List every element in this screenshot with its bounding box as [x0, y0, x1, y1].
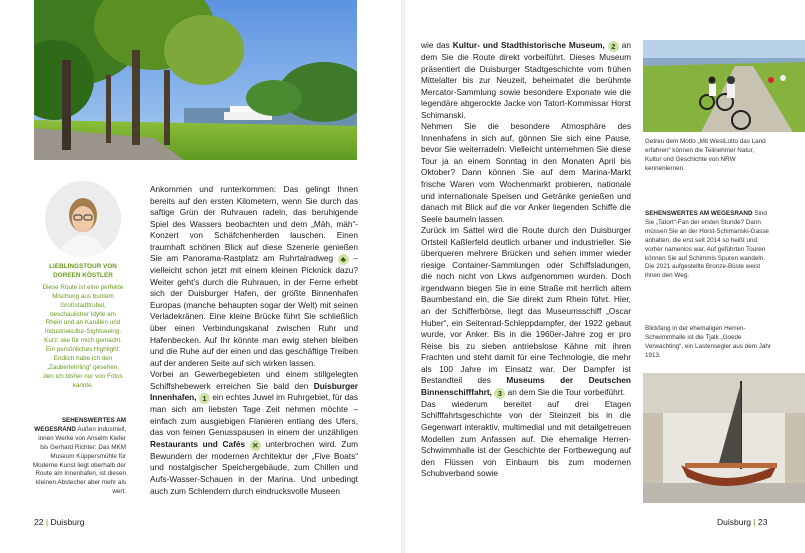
caption-top: [645, 138, 770, 174]
sight-box-right: [645, 210, 773, 281]
spine: [401, 0, 405, 553]
right-body-column: [421, 40, 631, 480]
body-p2a: Vorbei an Gewerbegebieten und einem stillgelegten Schiffshebewerk erreichen Sie bald den: [150, 369, 358, 391]
caption-top-text: Getreu dem Motto „Mit WestLotto das Land erfahren“ können die Teilnehmer Natur, Kultur und Geschichte von NRW kennenlernen.: [645, 138, 766, 172]
cyclists-photo: [643, 40, 805, 132]
page-number-left: 22: [34, 517, 44, 527]
caption-bottom: [645, 325, 773, 361]
author-portrait: [45, 181, 121, 257]
ship-museum-photo: [643, 373, 805, 503]
marker-2: 2: [608, 41, 619, 52]
profile-heading: LIEBLINGSTOUR VON DOREEN KÖSTLER: [49, 263, 117, 279]
sight-text-left: Außen industriell, innen Werke von Anselm Kiefer bis Gerhard Richter: Das MKM Museum Küppersmühle für Moderne Kunst liegt oberhalb der Route am Innenhafen, ist diesen kleinen Abstecher aber mehr als wert.: [32, 425, 126, 496]
page-label-left: Duisburg: [50, 517, 85, 527]
cutlery-icon: ✕: [250, 440, 261, 451]
river-promenade-photo: [34, 0, 357, 160]
body-p1: Ankommen und runterkommen: Das gelingt Ihnen bereits auf den ersten Kilometern, wenn Sie durch das saftige Grün der Ruhrauen radeln, das beruhigende Spiel des Wassers beobachten und dem „Mäh, mäh“-Konzert von Schäfchenherden lauschen. Einen traumhaft schönen Blick auf diese Szenerie genießen Sie am Panorama-Rastplatz am Ruhrtalradweg: [150, 184, 358, 264]
body-c3b: an dem Sie die Tour vorbeiführt.: [507, 386, 626, 397]
body-c1a: wie das: [421, 40, 450, 50]
tree-rest-icon: ♣: [338, 254, 349, 265]
body-c3a: Zurück im Sattel wird die Route durch den Duisburger Ortsteil Kaßlerfeld deutlich urbaner und industrieller. Sie überqueren mehrere Brücken und sehen immer wieder riesige Container-Sammlungen oder Schiffsladungen, die noch nicht von Lkws aufgenommen wurden. Doch irgendwann biegen Sie in eine Straße mit herrlich altem Baumbestand ein, die Sie direkt zum Rhein führt. Hier, an der Schifferbörse, liegt das Museumsschiff „Oscar Huber“, ein Seitenrad-Schleppdampfer, der 1922 gebaut wurde, vor Anker. Bis in die 1960er-Jahre zog er pro Reise bis zu sieben antriebslose Kähne mit ihren Frachten und steht damit für eine Technologie, die mehr als 100 Jahre im Einsatz war. Der Dampfer ist Bestandteil des: [421, 225, 631, 386]
body-p2b: ein echtes Juwel im Ruhrgebiet, für das man sich am liebsten Tage Zeit nehmen möchte – einfach zum ausgiebigen Flanieren entlang des Ufers, das von feinen Genusspausen in einem der unzähligen: [150, 392, 358, 438]
binnenschiff-label: Museums der Deutschen Binnenschifffahrt,: [421, 375, 631, 397]
caption-bottom-text: Blickfang in der ehemaligen Herren-Schwimmhalle ist die Tjalk „Goede Verwachting“, ein Lastensegler aus dem Jahr 1913.: [645, 325, 772, 359]
body-p1b: – vielleicht schon jetzt mit einem kleinen Picknick dazu? Weiter geht’s durch die Ruhrauen, in der Ferne erhebt sich der Duisburger Hafen, der größte Binnenhafen Europas (manche behaupten sogar der Welt) mit seinen Verladekränen. Eine kleine Brücke führt Sie schließlich über einen Verbindungskanal zwischen Ruhr und Hafenbecken. Auf Ihr könnte man ewig stehen bleiben und die Ruhe auf der einen und das geschäftige Treiben auf der anderen Seite auf sich wirken lassen.: [150, 253, 358, 368]
body-c1b: an dem Sie die Route direkt vorbeiführt. Dieses Museum präsentiert die Duisburger Stadtgeschichte vom frühen Mittelalter bis zur Neuzeit, beheimatet die berühmte Mercator-Sammlung sowie besondere Exponate wie die legendäre abgerockte Jacke von Tatort-Kommissar Horst Schimanski.: [421, 40, 631, 120]
innenhafen-label: Duisburger Innenhafen,: [150, 380, 358, 403]
sight-text-right: Sind Sie „Tatort“-Fan der ersten Stunde? Dann müssen Sie an der Horst-Schimanski-Gasse anhalten, die erst seit 2014 so heißt und vorher namenlos war. Auf geführten Touren können Sie auf Schimmis Spuren wandeln. Die 2021 aufgestellte Bronze-Büste weist ihnen den Weg.: [645, 210, 769, 280]
page-label-right: Duisburg: [717, 517, 752, 527]
body-c4: Das wiederum bereitet auf drei Etagen Schifffahrtsgeschichte von der Steinzeit bis in die Gegenwart interaktiv, multimedial und mit detailgetreuen Modellen zum Anfassen auf. Die ehemalige Herren-Schwimmhalle ist der Geschichte der Fortbewegung auf den Flüssen von Einbaum bis zum modernen Schubverband sowie: [421, 398, 631, 479]
page-number-right: 23: [758, 517, 768, 527]
sight-box-left: [32, 417, 126, 497]
profile-box: [42, 263, 124, 391]
body-c2: Nehmen Sie die besondere Atmosphäre des Innenhafens in sich auf, gönnen Sie sich eine Pause, bevor Sie weiterradeln. Vielleicht unternehmen Sie diese Tour ja an einem Sonntag in den Monaten April bis Oktober? Dann können Sie auf dem Marina-Markt frische Waren vom Wochenmarkt probieren, nationale und internationale Speisen und Getränke genießen und danach mit Blick auf die vor Anker liegenden Schiffe die Seele baumeln lassen.: [421, 121, 631, 224]
museum-label: Kultur- und Stadthistorische Museum,: [452, 40, 605, 50]
sight-heading-right: SEHENSWERTES AM WEGESRAND: [645, 210, 753, 217]
marker-3: 3: [494, 388, 505, 399]
body-p2c: unterbrochen wird. Zum Bewundern der modernen Architektur der „Five Boats“ und nostalgischer Speichergebäude, zum Chillen und Aufs-Wasser-Schauen in der Marina. Und unbedingt auch zum Schlendern durch eindrucksvolle Museen: [150, 438, 358, 496]
sight-heading-left: SEHENSWERTES AM WEGESRAND: [34, 417, 126, 433]
marker-1: 1: [199, 393, 210, 404]
right-footer: Duisburg | 23: [717, 517, 768, 527]
left-footer: 22 | Duisburg: [34, 517, 85, 527]
left-body-column: [150, 184, 358, 497]
profile-text: Diese Route ist eine perfekte Mischung aus buntem Großstadttrubel, beschaulicher Idylle am Rhein und an Kanälen und Industriekultur-Sightseeing. Kurz: wie für mich gemacht. Ein persönliches Highlight: Endlich habe ich den „Zauberlehrling“ gesehen, den ich bisher nur von Fotos kannte.: [42, 283, 124, 389]
cafes-label: Restaurants und Cafés: [150, 438, 246, 449]
